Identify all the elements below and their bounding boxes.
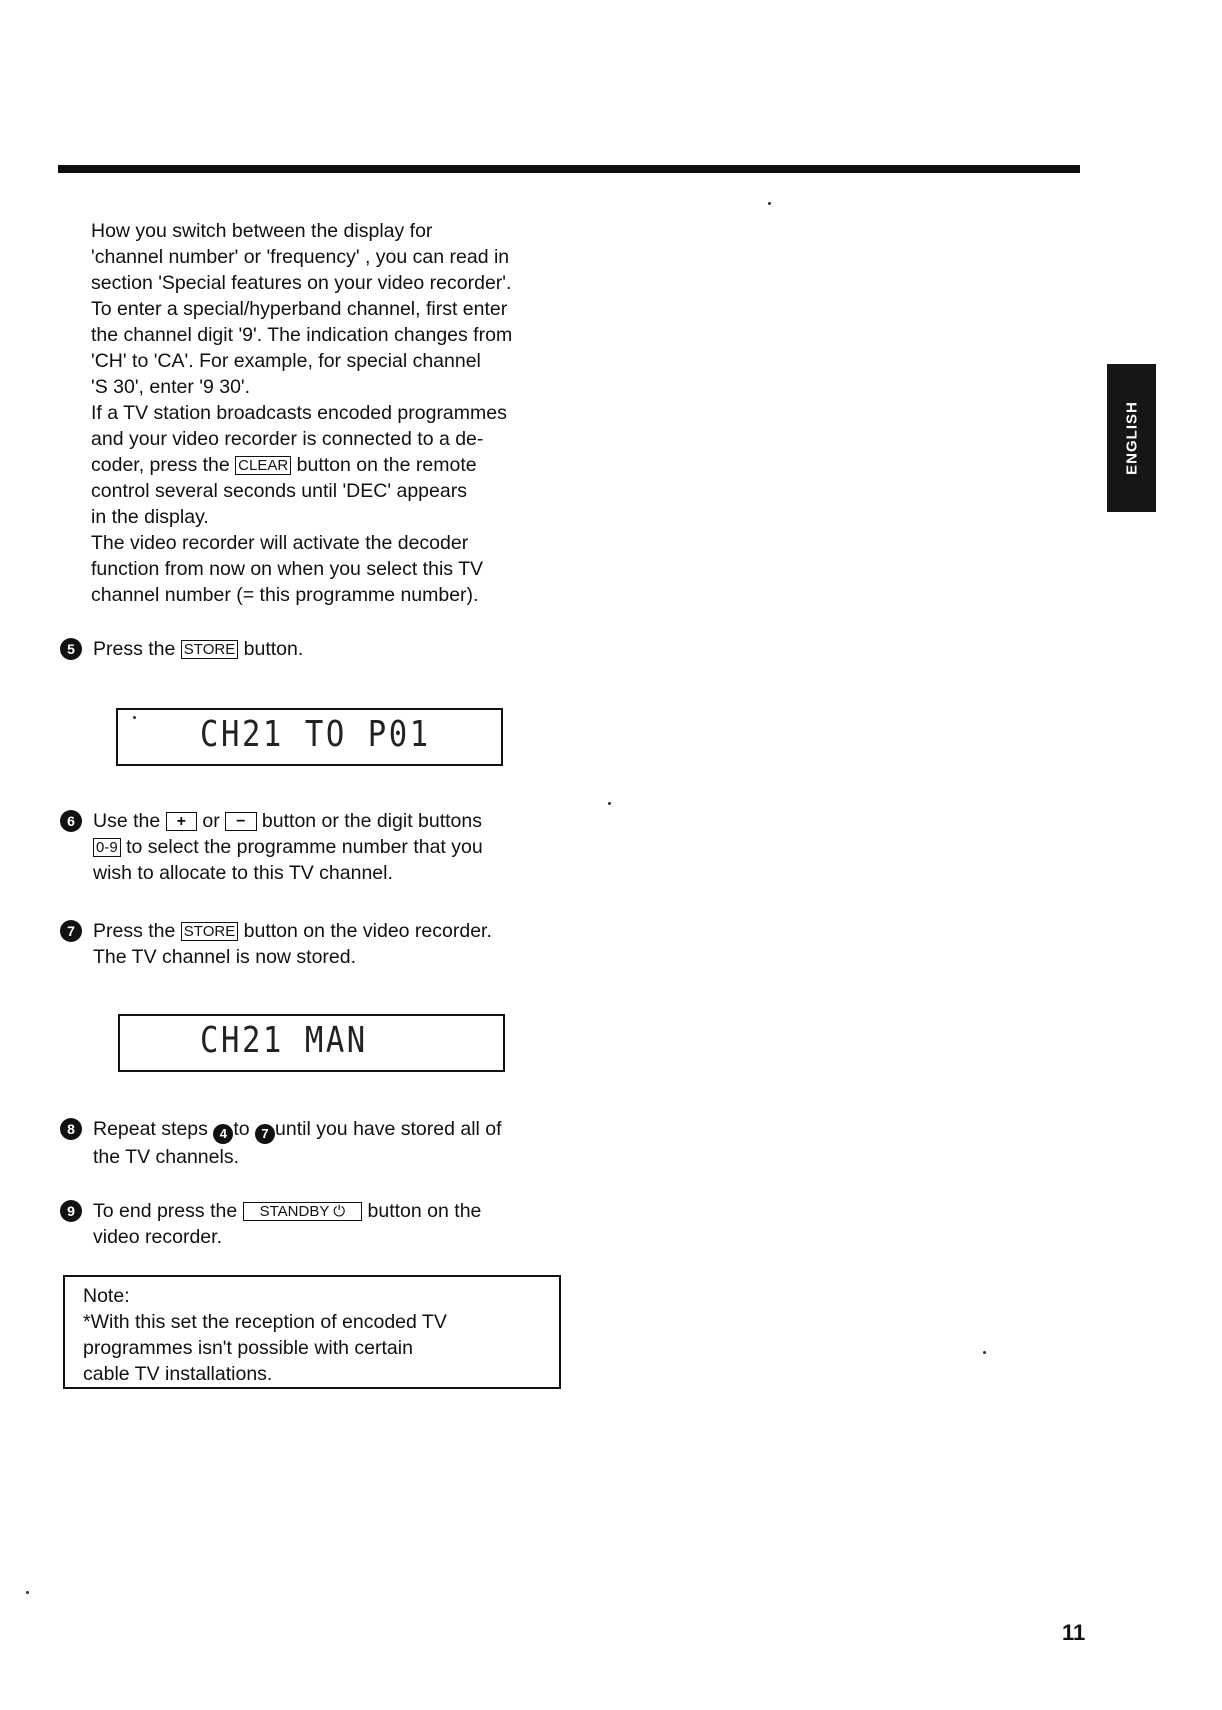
intro-line: 'channel number' or 'frequency' , you can read in — [91, 246, 510, 268]
step-7-text-end: button on the video recorder. — [243, 920, 492, 942]
language-tab-label: ENGLISH — [1123, 401, 1140, 475]
step-number-7: 7 — [60, 920, 82, 942]
display-2-text: CH21 MAN — [200, 1020, 368, 1061]
language-tab — [1107, 364, 1156, 512]
step-number-9: 9 — [60, 1200, 82, 1222]
step-7-line-2: The TV channel is now stored. — [93, 946, 357, 968]
step-7 — [60, 918, 580, 970]
step-ref-7: 7 — [255, 1124, 275, 1144]
display-dot — [133, 716, 136, 719]
note-title: Note: — [83, 1285, 130, 1307]
intro-line: control several seconds until 'DEC' appears — [91, 480, 467, 502]
step-number-5: 5 — [60, 638, 82, 660]
step-5 — [60, 636, 580, 662]
intro-line: the channel digit '9'. The indication changes from — [91, 324, 513, 346]
step-9 — [60, 1198, 580, 1250]
intro-paragraph — [91, 218, 571, 608]
clear-line — [91, 452, 571, 478]
scan-speck — [608, 802, 611, 805]
step-9-line-2: video recorder. — [93, 1226, 222, 1248]
intro-line: 'CH' to 'CA'. For example, for special channel — [91, 350, 481, 372]
step-6-or: or — [202, 810, 220, 832]
clear-line-post: button on the remote — [296, 454, 477, 476]
step-6 — [60, 808, 580, 886]
step-5-text: Press the — [93, 638, 176, 660]
step-8-text: Repeat steps — [93, 1118, 208, 1140]
intro-line: function from now on when you select this TV — [91, 558, 484, 580]
step-7-text: Press the — [93, 920, 176, 942]
store-key: STORE — [181, 922, 238, 941]
note-line: programmes isn't possible with certain — [83, 1337, 413, 1359]
header-rule — [58, 165, 1080, 173]
step-9-text-end: button on the — [367, 1200, 482, 1222]
intro-line: To enter a special/hyperband channel, first enter — [91, 298, 508, 320]
vcr-display-1 — [116, 708, 503, 766]
step-8 — [60, 1116, 580, 1170]
step-9-text: To end press the — [93, 1200, 238, 1222]
step-6-text-mid: button or the digit buttons — [261, 810, 482, 832]
vcr-display-2 — [118, 1014, 505, 1072]
step-8-line-2: the TV channels. — [93, 1146, 239, 1168]
intro-line: and your video recorder is connected to a de- — [91, 428, 484, 450]
digit-keys: 0-9 — [93, 838, 121, 857]
step-8-text-end: until you have stored all of — [275, 1118, 502, 1140]
plus-key: + — [166, 812, 197, 831]
intro-line: How you switch between the display for — [91, 220, 433, 242]
note-line: *With this set the reception of encoded TV — [83, 1311, 447, 1333]
step-8-to: to — [233, 1118, 250, 1140]
standby-key: STANDBY ⏻ — [243, 1202, 363, 1221]
step-5-text-end: button. — [243, 638, 304, 660]
scan-speck — [26, 1591, 29, 1594]
note-line: cable TV installations. — [83, 1363, 273, 1385]
step-6-line-2: to select the programme number that you — [126, 836, 483, 858]
intro-line: The video recorder will activate the decoder — [91, 532, 469, 554]
step-6-text: Use the — [93, 810, 161, 832]
step-ref-4: 4 — [213, 1124, 233, 1144]
intro-line: If a TV station broadcasts encoded programmes — [91, 402, 507, 424]
step-number-6: 6 — [60, 810, 82, 832]
clear-line-pre: coder, press the — [91, 454, 230, 476]
step-number-8: 8 — [60, 1118, 82, 1140]
note-box — [63, 1275, 561, 1389]
intro-line: in the display. — [91, 506, 209, 528]
store-key: STORE — [181, 640, 238, 659]
scan-speck — [983, 1351, 986, 1354]
intro-line: 'S 30', enter '9 30'. — [91, 376, 251, 398]
intro-line: section 'Special features on your video recorder'. — [91, 272, 512, 294]
display-1-text: CH21 TO P01 — [200, 714, 431, 755]
scan-speck — [768, 202, 771, 205]
step-6-line-3: wish to allocate to this TV channel. — [93, 862, 393, 884]
intro-line: channel number (= this programme number). — [91, 584, 479, 606]
page-number: 11 — [1062, 1620, 1086, 1645]
minus-key: − — [225, 812, 256, 831]
clear-key: CLEAR — [235, 456, 291, 475]
